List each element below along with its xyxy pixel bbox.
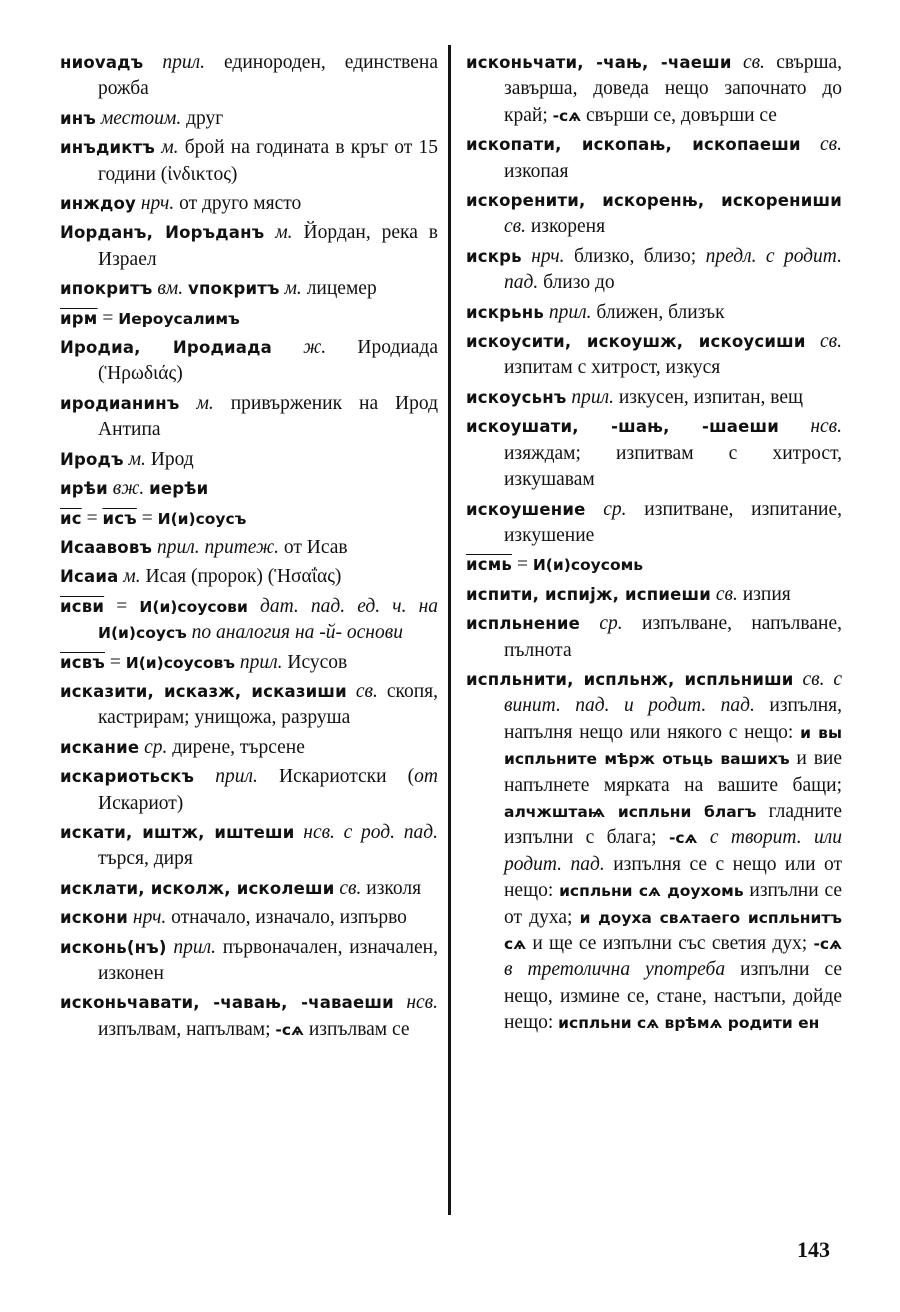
definition-text: и вие напълнете мярката на вашите бащи; (504, 748, 842, 796)
dictionary-entry (60, 476, 438, 502)
grammar-label: нсв. (406, 992, 438, 1014)
headword: искоушати, -шањ, -шаеши (466, 417, 779, 437)
headword: Исаиа (60, 567, 119, 587)
definition-text: изкусен, изпитан, вещ (613, 386, 804, 408)
dictionary-entry (60, 876, 438, 902)
church-slavonic-text: испльни сѧ доухомь (559, 882, 744, 901)
headword: Исаавовъ (60, 537, 153, 557)
abbreviation-headword: исъ (102, 508, 137, 528)
definition-text: друг (181, 107, 224, 129)
dictionary-entry (60, 135, 438, 188)
headword: исконьчати, -чањ, -чаеши (466, 53, 732, 72)
definition-text: изяждам; изпитвам с хитрост, изкушавам (504, 442, 842, 491)
page-number: 143 (797, 1237, 830, 1262)
dictionary-entry (60, 905, 438, 931)
definition-text: изпълвам, напълвам; (98, 1018, 276, 1040)
grammar-label: в третолична употреба (504, 959, 726, 981)
dictionary-entry (60, 990, 438, 1043)
headword: испльнити, испльнж, испльниши (466, 669, 794, 689)
headword: ирѣи (60, 479, 108, 499)
definition-text: дирене, търсене (167, 736, 305, 758)
grammar-label: с творит. или родит. пад. (504, 827, 842, 875)
dictionary-entry (466, 385, 842, 411)
definition-text: Иродиада (Ἡρωδιάς) (98, 337, 438, 385)
grammar-label: св. (339, 877, 362, 899)
dictionary-entry (60, 935, 438, 988)
definition-text (272, 337, 303, 358)
left-column (60, 50, 438, 1046)
grammar-label: св. с винит. пад. и родит. пад. (504, 668, 843, 717)
definition-text: = (104, 651, 126, 673)
definition-text: от Исав (278, 536, 348, 558)
dictionary-entry (466, 582, 842, 608)
definition-text: свърша, завърша, доведа нещо започнато до край; (504, 52, 842, 126)
headword: иродианинъ (60, 393, 180, 413)
definition-text: изпълни се нещо, измине се, стане, настъпи, дойде нещо: (504, 959, 842, 1034)
dictionary-entry (466, 188, 842, 241)
grammar-label: ср. (144, 736, 168, 758)
definition-text: от друго място (174, 193, 302, 215)
abbreviation-headword: исви (60, 596, 105, 616)
headword: ниоvадъ (60, 53, 144, 72)
headword: искрьнь (466, 302, 545, 322)
grammar-label: м. (284, 278, 302, 300)
definition-text: лицемер (301, 278, 377, 300)
dictionary-entry (60, 276, 438, 302)
church-slavonic-text: И(и)соусовъ (125, 653, 235, 672)
definition-text: = (104, 595, 140, 617)
dictionary-entry (466, 414, 842, 493)
dictionary-entry (466, 50, 842, 129)
headword: vпокритъ (187, 279, 280, 299)
definition-text: изпълване, напълване, пълнота (504, 613, 842, 661)
headword: искоушение (466, 499, 586, 519)
definition-text: Искариот) (98, 792, 184, 814)
grammar-label: м. (128, 448, 146, 470)
abbreviation-headword: исвъ (60, 652, 105, 672)
definition-text: първоначален, изначален, изконен (98, 936, 438, 984)
dictionary-entry (60, 191, 438, 217)
church-slavonic-text: и доуха свѧтаего испльнитъ сѧ (504, 908, 842, 953)
grammar-label: св. (820, 134, 842, 156)
grammar-label: ср. (603, 498, 627, 520)
definition-text: единороден, единствена рожба (98, 52, 438, 100)
definition-text: Ирод (145, 448, 194, 470)
church-slavonic-text: -сѧ (813, 935, 842, 953)
definition-text: ближен, близък (591, 301, 725, 323)
dictionary-entry (466, 667, 842, 1037)
definition-text (394, 992, 406, 1013)
church-slavonic-text: и вы испльните мѣрж отьць вашихъ (504, 723, 842, 769)
grammar-label: нрч. (132, 907, 167, 929)
grammar-label: нсв. с род. пад. (303, 821, 438, 843)
church-slavonic-text: -сѧ (668, 829, 698, 848)
grammar-label: прил. (215, 766, 258, 788)
column-divider (448, 45, 451, 1215)
church-slavonic-text: И(и)соусъ (157, 509, 247, 528)
church-slavonic-text: Иероусалимъ (118, 309, 240, 328)
definition-text (180, 393, 197, 414)
definition-text: свърши се, довърши се (581, 104, 777, 126)
dictionary-entry (60, 594, 438, 647)
abbreviation-headword: ис (60, 508, 82, 528)
definition-text (732, 52, 743, 73)
definition-text: изпълня, напълня нещо или някого с нещо: (504, 695, 842, 743)
definition-text: Искариотски ( (257, 766, 415, 788)
definition-text (295, 822, 304, 843)
headword: искоусьнъ (466, 387, 567, 407)
definition-text: = (81, 507, 103, 529)
grammar-label: от (414, 766, 438, 788)
definition-text: изпия (737, 583, 791, 605)
dictionary-entry (60, 535, 438, 561)
dictionary-entry (60, 820, 438, 873)
headword: Иродиа, Иродиада (60, 338, 272, 358)
dictionary-entry (60, 391, 438, 444)
headword: инъдиктъ (60, 138, 156, 158)
definition-text: изкопая (504, 160, 569, 182)
definition-text: гладните изпълни с блага; (504, 800, 842, 849)
abbreviation-headword: исмь (466, 555, 513, 575)
church-slavonic-text: И(и)соусомь (532, 556, 644, 575)
definition-text (522, 246, 531, 267)
grammar-label: св. (504, 216, 526, 238)
dictionary-entry (466, 329, 842, 382)
definition-text: скопя, кастрирам; унищожа, разруша (98, 680, 438, 729)
headword: искание (60, 737, 140, 757)
definition-text (194, 766, 215, 787)
grammar-label: нрч. (140, 193, 175, 215)
grammar-label: м. (123, 566, 141, 588)
headword: искариотьскъ (60, 767, 195, 787)
right-column (466, 50, 842, 1040)
headword: ипокритъ (60, 279, 153, 299)
dictionary-entry (60, 50, 438, 103)
headword: искрь (466, 246, 522, 266)
definition-text: изпълня се с нещо или от нещо: (504, 853, 843, 902)
grammar-label: предл. с родит. пад. (504, 245, 842, 294)
dictionary-entry (466, 611, 842, 664)
definition-text: = (97, 307, 119, 329)
grammar-label: св. (355, 680, 378, 702)
grammar-label: прил. (571, 386, 614, 408)
definition-text (580, 613, 599, 634)
grammar-label: ж. (303, 337, 327, 359)
definition-text: брой на годината в кръг от 15 години (ἰνδικτος) (98, 137, 438, 185)
dictionary-entry (60, 650, 438, 676)
definition-text (779, 416, 810, 437)
headword: исконьчавати, -чавањ, -чаваеши (60, 993, 394, 1013)
dictionary-entry (60, 679, 438, 732)
grammar-label: прил. (162, 52, 205, 73)
definition-text: отначало, изначало, изпърво (166, 907, 407, 929)
dictionary-entry (60, 306, 438, 332)
grammar-label: м. (275, 222, 293, 244)
grammar-label: св. (820, 331, 843, 353)
definition-text: близо до (538, 272, 615, 294)
dictionary-entry (466, 132, 842, 185)
definition-text: Исая (пророк) (Ἡσαΐας) (140, 566, 342, 588)
definition-text: изпитам с хитрост, изкуся (504, 357, 721, 379)
grammar-label: м. (161, 137, 179, 159)
dictionary-entry (466, 244, 842, 297)
headword: иерѣи (149, 479, 209, 499)
definition-text (347, 681, 356, 702)
headword: исклати, исколж, исколеши (60, 878, 335, 898)
headword: Иорданъ, Иоръданъ (60, 223, 265, 243)
dictionary-entry (60, 735, 438, 761)
church-slavonic-text: -сѧ (552, 106, 582, 125)
grammar-label: нсв. (810, 416, 842, 438)
grammar-label: прил. (548, 301, 592, 323)
definition-text (806, 331, 820, 352)
grammar-label: местоим. (100, 107, 182, 129)
headword: Иродъ (60, 449, 124, 469)
definition-text: търся, диря (98, 848, 193, 870)
grammar-label: дат. пад. ед. ч. на (259, 595, 439, 617)
headword: искоусити, искоушж, искоусиши (466, 332, 806, 352)
church-slavonic-text: И(и)соусови (139, 597, 248, 616)
headword: ископати, ископањ, ископаеши (466, 135, 801, 155)
dictionary-entry (60, 447, 438, 473)
definition-text: изпълвам се (303, 1018, 410, 1040)
definition-text: близко, близо; (564, 245, 706, 267)
definition-text: = (512, 554, 533, 576)
grammar-label: ср. (599, 613, 623, 635)
definition-text (697, 827, 709, 848)
definition-text (801, 134, 820, 155)
church-slavonic-text: И(и)соусъ (98, 624, 187, 643)
headword: инждоу (60, 194, 136, 214)
grammar-label: св. (742, 52, 765, 73)
definition-text: изпитване, изпитание, изкушение (504, 498, 842, 546)
dictionary-entry (60, 564, 438, 590)
headword: испльнение (466, 614, 581, 634)
headword: искоренити, искоренњ, искорениши (466, 191, 842, 211)
definition-text: Исусов (282, 651, 348, 673)
church-slavonic-text: -сѧ (275, 1020, 304, 1039)
grammar-label: св. (715, 583, 738, 605)
church-slavonic-text: испльни сѧ врѣмѧ родити ен (558, 1014, 820, 1033)
headword: инъ (60, 108, 96, 128)
definition-text: привърженик на Ирод Антипа (98, 392, 438, 441)
grammar-label: вж. (112, 478, 145, 500)
grammar-label: вм. (157, 278, 184, 300)
dictionary-entry (60, 506, 438, 532)
definition-text: и ще се изпълни със светия дух; (526, 933, 814, 954)
definition-text: = (136, 507, 158, 529)
definition-text (586, 499, 604, 520)
dictionary-entry (466, 497, 842, 550)
definition-text (264, 222, 275, 243)
definition-text (143, 52, 162, 73)
definition-text: Йордан, река в Израел (98, 222, 438, 270)
grammar-label: прил. притеж. (156, 536, 279, 558)
dictionary-entry (60, 335, 438, 388)
headword: исказити, исказж, исказиши (60, 681, 347, 701)
church-slavonic-text: алчжштаѩ испльни благъ (504, 802, 757, 821)
definition-text (248, 596, 260, 617)
dictionary-entry (60, 764, 438, 817)
grammar-label: прил. (239, 651, 283, 673)
dictionary-entry (60, 106, 438, 132)
grammar-label: нрч. (531, 245, 565, 267)
definition-text: изкореня (526, 216, 606, 238)
dictionary-entry (466, 300, 842, 326)
definition-text: изколя (361, 877, 422, 899)
definition-text: изпълни се от духа; (504, 880, 842, 928)
grammar-label: м. (196, 392, 214, 414)
grammar-label: прил. (173, 936, 216, 958)
headword: испити, испијж, испиеши (466, 584, 712, 604)
abbreviation-headword: ирм (60, 308, 98, 328)
headword: искати, иштж, иштеши (60, 822, 295, 842)
headword: искони (60, 908, 129, 928)
grammar-label: по аналогия на -й- основи (191, 622, 403, 644)
dictionary-entry (60, 220, 438, 273)
dictionary-entry (466, 552, 842, 578)
headword: исконь(нъ) (60, 937, 167, 957)
